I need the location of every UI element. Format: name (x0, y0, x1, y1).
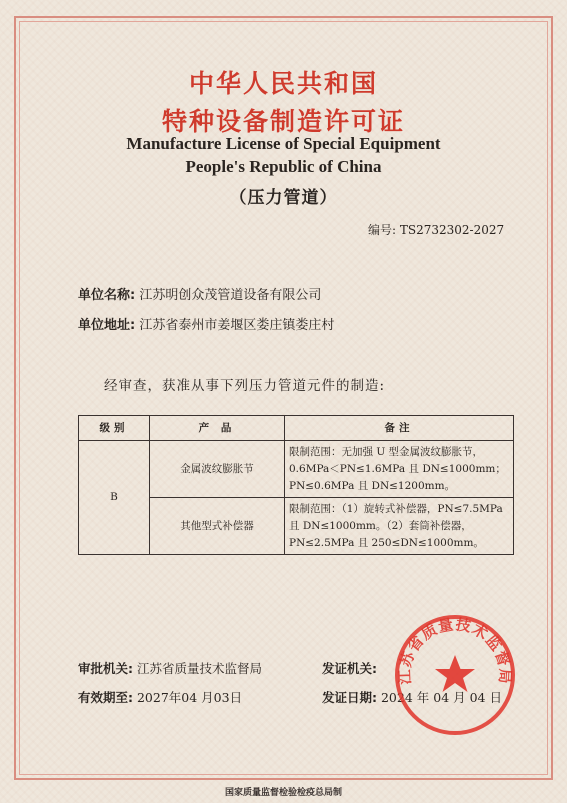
issuer-row (322, 659, 377, 677)
license-number-label: 编号: (368, 223, 397, 237)
issuer-label: 发证机关: (322, 661, 377, 676)
title-cn-line2: 特种设备制造许可证 (161, 107, 405, 136)
seal-text: 江苏省质量技术监督局 (395, 615, 515, 685)
unit-name-label: 单位名称: (78, 288, 136, 303)
approval-statement: 经审查，获准从事下列压力管道元件的制造: (104, 378, 386, 394)
note-cell: 限制范围：无加强 U 型金属波纹膨胀节， 0.6MPa＜PN≤1.6MPa 且 DN≤1000mm；PN≤0.6MPa 且 DN≤1200mm。 (285, 441, 514, 498)
table-row (79, 441, 514, 498)
seal-star-icon (435, 655, 475, 692)
unit-name-row (78, 284, 321, 303)
approval-authority-label: 审批机关: (78, 661, 133, 676)
valid-until-label: 有效期至: (78, 690, 133, 705)
approval-authority-value: 江苏省质量技术监督局 (136, 661, 262, 676)
unit-address-row (78, 314, 334, 333)
valid-until-value: 2027年04 月03日 (136, 690, 243, 705)
license-scope-table (78, 415, 514, 555)
unit-address-label: 单位地址: (78, 318, 136, 333)
header-note: 备注 (285, 416, 514, 441)
approval-authority-row (78, 659, 262, 677)
unit-address-value: 江苏省泰州市姜堰区娄庄镇娄庄村 (139, 318, 335, 333)
grade-cell: B (79, 441, 150, 555)
official-seal (390, 610, 520, 740)
header-grade: 级别 (79, 416, 150, 441)
table-header-row (79, 416, 514, 441)
header-product: 产 品 (150, 416, 285, 441)
unit-name-value: 江苏明创众茂管道设备有限公司 (139, 288, 322, 303)
title-cn-line1: 中华人民共和国 (188, 69, 378, 98)
issue-date-label: 发证日期: (322, 690, 377, 705)
title-en-line2: People's Republic of China (185, 157, 382, 176)
valid-until-row (78, 688, 242, 706)
license-category: （压力管道） (229, 188, 338, 208)
printer-organization: 国家质量监督检验检疫总局制 (224, 788, 342, 798)
product-cell: 其他型式补偿器 (150, 498, 285, 555)
license-number (368, 221, 504, 238)
license-number-value: TS2732302-2027 (399, 223, 505, 237)
product-cell: 金属波纹膨胀节 (150, 441, 285, 498)
note-cell: 限制范围：（1）旋转式补偿器，PN≤7.5MPa 且 DN≤1000mm。（2）套筒补偿器，PN≤2.5MPa 且 250≤DN≤1000mm。 (285, 498, 514, 555)
title-en-line1: Manufacture License of Special Equipment (126, 134, 441, 153)
issue-date-value: 2024 年 04 月 04 日 (380, 690, 502, 705)
